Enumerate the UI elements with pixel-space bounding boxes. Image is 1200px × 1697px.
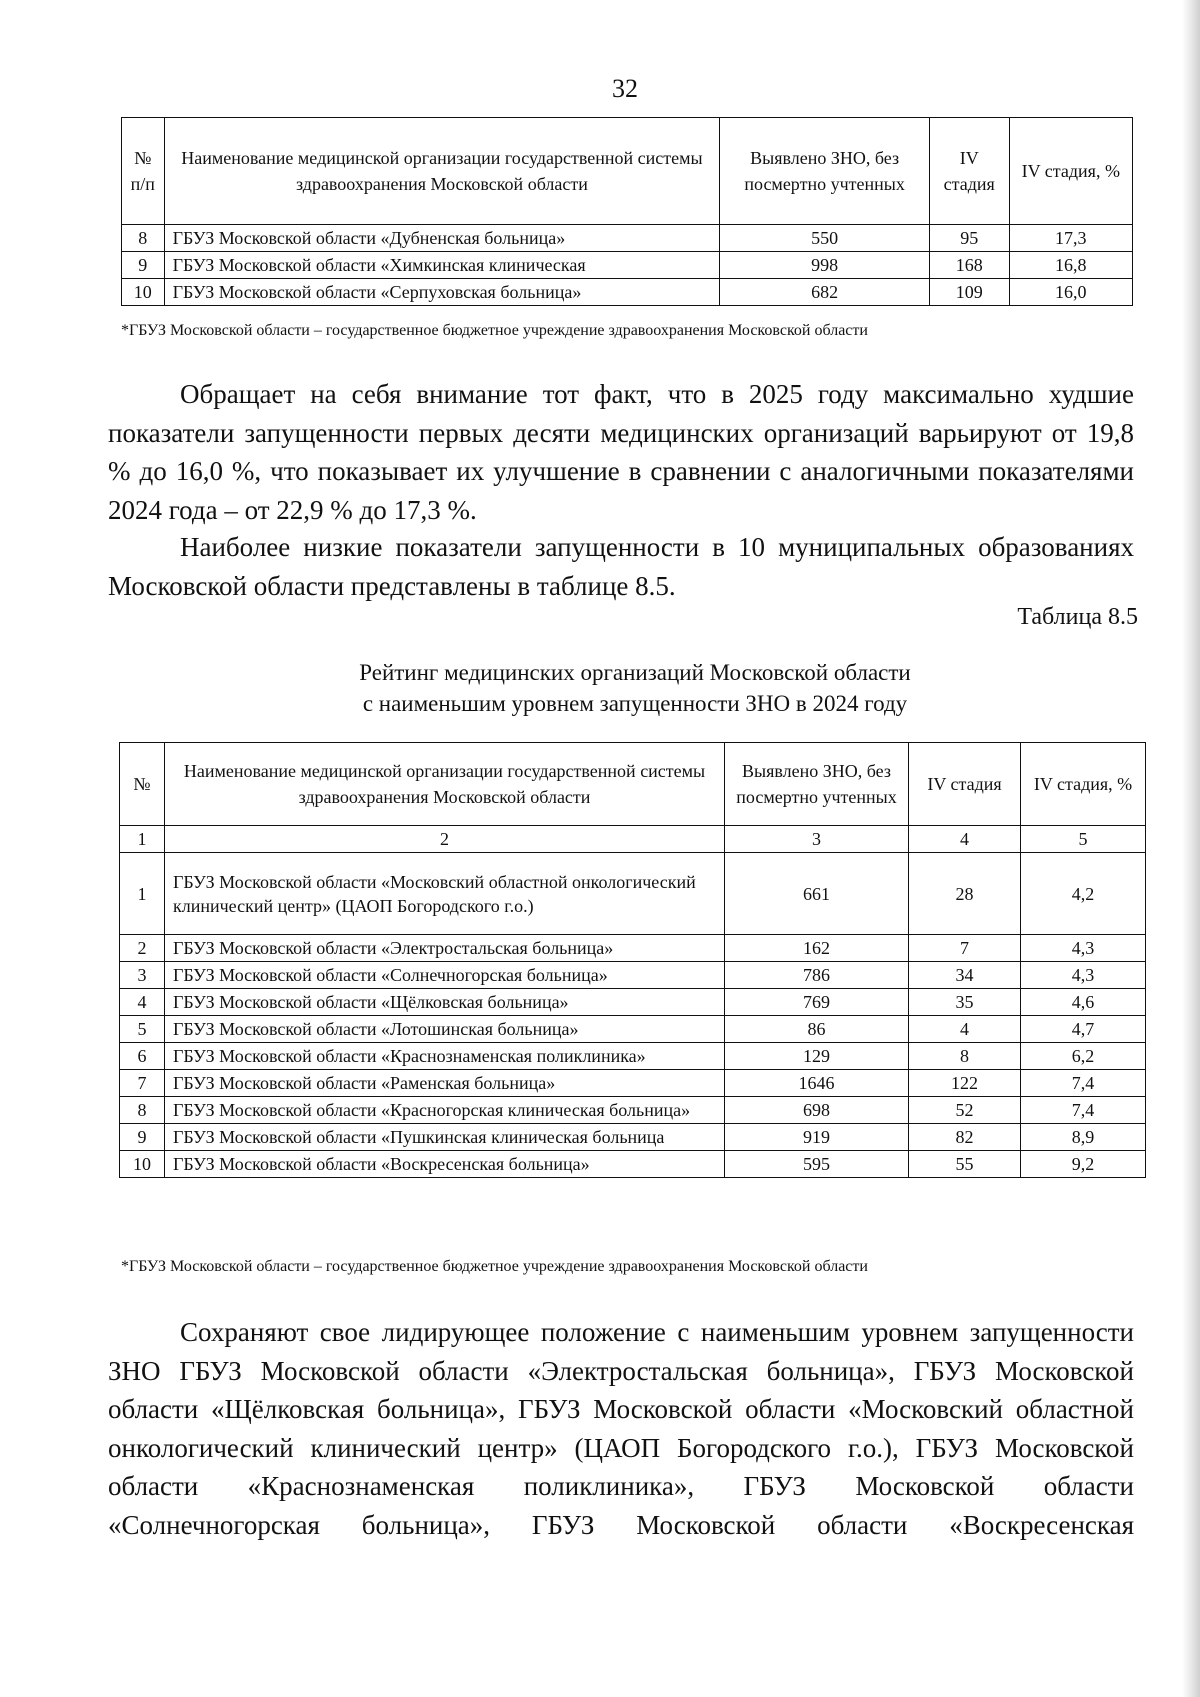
table-title [120,657,1150,719]
column-number: 3 [725,826,909,853]
cell-stage4: 28 [909,853,1021,935]
cell-number: 9 [122,252,165,279]
cell-stage4-percent: 4,2 [1021,853,1146,935]
cell-stage4: 122 [909,1070,1021,1097]
table-footnote: *ГБУЗ Московской области – государственное бюджетное учреждение здравоохранения Московской области [121,322,868,339]
cell-stage4: 55 [909,1151,1021,1178]
header-organization: Наименование медицинской организации государственной системы здравоохранения Московской области [165,743,725,826]
table-row [122,225,1133,252]
cell-number: 8 [122,225,165,252]
cell-organization: ГБУЗ Московской области «Серпуховская больница» [164,279,720,306]
paragraph-leaders: Сохраняют свое лидирующее положение с наименьшим уровнем запущенности ЗНО ГБУЗ Московской области «Электростальская больница», ГБУЗ Московской области «Щёлковская больница», ГБУЗ Московской области «Московский областной онкологический клинический центр» (ЦАОП Богородского г.о.), ГБУЗ Московской области «Краснознаменская поликлиника», ГБУЗ Московской области «Солнечногорская больница», ГБУЗ Московской области «Воскресенская [108,1317,1134,1540]
cell-stage4: 109 [929,279,1009,306]
cell-stage4-percent: 7,4 [1021,1097,1146,1124]
header-stage4-percent: IV стадия, % [1021,743,1146,826]
table-title-line: с наименьшим уровнем запущенности ЗНО в 2024 году [362,691,908,716]
cell-stage4-percent: 7,4 [1021,1070,1146,1097]
header-number: № п/п [122,118,165,225]
cell-detected: 769 [725,989,909,1016]
cell-organization: ГБУЗ Московской области «Электростальская больница» [165,935,725,962]
cell-detected: 919 [725,1124,909,1151]
cell-stage4: 4 [909,1016,1021,1043]
cell-number: 9 [120,1124,165,1151]
table-header-row [122,118,1133,225]
cell-number: 4 [120,989,165,1016]
header-detected: Выявлено ЗНО, без посмертно учтенных [725,743,909,826]
cell-organization: ГБУЗ Московской области «Щёлковская больница» [165,989,725,1016]
cell-detected: 786 [725,962,909,989]
header-organization: Наименование медицинской организации государственной системы здравоохранения Московской области [164,118,720,225]
cell-detected: 86 [725,1016,909,1043]
cell-stage4-percent: 9,2 [1021,1151,1146,1178]
cell-stage4-percent: 4,7 [1021,1016,1146,1043]
cell-number: 8 [120,1097,165,1124]
column-number: 1 [120,826,165,853]
cell-stage4: 34 [909,962,1021,989]
cell-stage4: 95 [929,225,1009,252]
cell-stage4-percent: 16,8 [1009,252,1132,279]
table-row [120,1097,1146,1124]
cell-detected: 162 [725,935,909,962]
header-stage4: IV стадия [929,118,1009,225]
cell-organization: ГБУЗ Московской области «Лотошинская больница» [165,1016,725,1043]
table-row [120,1016,1146,1043]
cell-detected: 550 [720,225,930,252]
cell-stage4-percent: 8,9 [1021,1124,1146,1151]
cell-organization: ГБУЗ Московской области «Раменская больница» [165,1070,725,1097]
page-number: 32 [612,74,638,103]
column-number: 5 [1021,826,1146,853]
cell-organization: ГБУЗ Московской области «Краснознаменская поликлиника» [165,1043,725,1070]
cell-organization: ГБУЗ Московской области «Химкинская клиническая [164,252,720,279]
page-edge-shadow [1182,0,1200,1697]
table-row [120,962,1146,989]
cell-number: 10 [122,279,165,306]
cell-organization: ГБУЗ Московской области «Воскресенская больница» [165,1151,725,1178]
table-row [120,989,1146,1016]
paragraph-worst-indicators: Обращает на себя внимание тот факт, что в 2025 году максимально худшие показатели запущенности первых десяти медицинских организаций варьируют от 19,8 % до 16,0 %, что показывает их улучшение в сравнении с аналогичными показателями 2024 года – от 22,9 % до 17,3 %. [108,379,1134,525]
table-row [120,1124,1146,1151]
table-label: Таблица 8.5 [1017,604,1138,630]
column-number: 2 [165,826,725,853]
cell-stage4-percent: 4,3 [1021,935,1146,962]
table-row [122,252,1133,279]
header-detected: Выявлено ЗНО, без посмертно учтенных [720,118,930,225]
cell-number: 2 [120,935,165,962]
cell-stage4-percent: 6,2 [1021,1043,1146,1070]
cell-organization: ГБУЗ Московской области «Дубненская больница» [164,225,720,252]
cell-detected: 682 [720,279,930,306]
cell-number: 1 [120,853,165,935]
header-stage4-percent: IV стадия, % [1009,118,1132,225]
cell-detected: 998 [720,252,930,279]
cell-organization: ГБУЗ Московской области «Пушкинская клиническая больница [165,1124,725,1151]
table-title-line: Рейтинг медицинских организаций Московской области [359,660,911,685]
table-row [120,1043,1146,1070]
table-row [120,935,1146,962]
cell-stage4: 168 [929,252,1009,279]
cell-organization: ГБУЗ Московской области «Московский областной онкологический клинический центр» (ЦАОП Богородского г.о.) [165,853,725,935]
cell-organization: ГБУЗ Московской области «Солнечногорская больница» [165,962,725,989]
cell-stage4: 7 [909,935,1021,962]
table-row [122,279,1133,306]
rating-table [119,742,1146,1178]
cell-detected: 129 [725,1043,909,1070]
cell-number: 7 [120,1070,165,1097]
cell-stage4: 35 [909,989,1021,1016]
table-row [120,1151,1146,1178]
cell-stage4-percent: 17,3 [1009,225,1132,252]
table-continuation [121,117,1133,306]
cell-organization: ГБУЗ Московской области «Красногорская клиническая больница» [165,1097,725,1124]
column-number: 4 [909,826,1021,853]
cell-number: 10 [120,1151,165,1178]
header-number: № [120,743,165,826]
cell-detected: 661 [725,853,909,935]
header-stage4: IV стадия [909,743,1021,826]
cell-number: 6 [120,1043,165,1070]
cell-stage4-percent: 16,0 [1009,279,1132,306]
cell-number: 3 [120,962,165,989]
cell-stage4: 8 [909,1043,1021,1070]
cell-number: 5 [120,1016,165,1043]
cell-stage4-percent: 4,3 [1021,962,1146,989]
cell-detected: 595 [725,1151,909,1178]
table-footnote: *ГБУЗ Московской области – государственное бюджетное учреждение здравоохранения Московской области [121,1258,868,1275]
cell-stage4: 52 [909,1097,1021,1124]
column-numbering-row [120,826,1146,853]
paragraph-lowest-indicators: Наиболее низкие показатели запущенности в 10 муниципальных образованиях Московской области представлены в таблице 8.5. [108,532,1134,601]
cell-stage4: 82 [909,1124,1021,1151]
cell-stage4-percent: 4,6 [1021,989,1146,1016]
table-row [120,853,1146,935]
cell-detected: 698 [725,1097,909,1124]
cell-detected: 1646 [725,1070,909,1097]
table-row [120,1070,1146,1097]
table-header-row [120,743,1146,826]
